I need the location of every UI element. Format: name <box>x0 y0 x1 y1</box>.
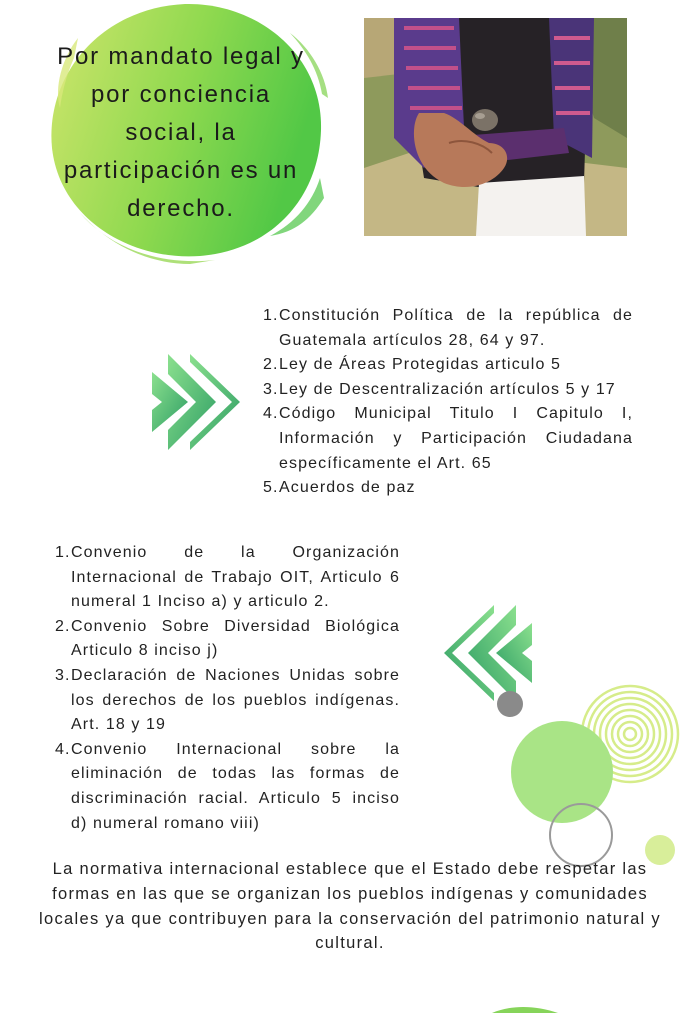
international-laws-list <box>55 541 400 836</box>
chevron-right-icon <box>150 352 242 452</box>
list-item: 5. Acuerdos de paz <box>263 479 416 497</box>
list-item: 4. Código Municipal Titulo I Capitulo I, Información y Participación Ciudadana específicamente el Art. 65 <box>263 405 633 472</box>
list-item: 2. Convenio Sobre Diversidad Biológica Articulo 8 inciso j) <box>55 617 400 660</box>
hero-statement: Por mandato legal y por conciencia social, la participación es un derecho. <box>57 43 305 222</box>
list-item: 3. Declaración de Naciones Unidas sobre los derechos de los pueblos indígenas. Art. 18 y 19 <box>55 666 400 734</box>
list-item: 1. Constitución Política de la república de Guatemala artículos 28, 64 y 97. <box>263 307 633 349</box>
list-item: 4. Convenio Internacional sobre la eliminación de todas las formas de discriminación racial. Articulo 5 inciso d) numeral romano viii) <box>55 740 400 832</box>
footer-statement: La normativa internacional establece que el Estado debe respetar las formas en las que se organizan los pueblos indígenas y comunidades locales ya que contribuyen para la conservación del patrimonio natural y cultural. <box>39 860 661 953</box>
chevron-left-icon <box>442 603 534 703</box>
list-item: 3. Ley de Descentralización artículos 5 y 17 <box>263 380 616 398</box>
national-laws-list <box>263 304 633 501</box>
bottom-brush-decoration <box>490 1005 560 1015</box>
gray-dot-decoration <box>496 690 524 718</box>
list-item: 1. Convenio de la Organización Internacional de Trabajo OIT, Articulo 6 numeral 1 Inciso a) y articulo 2. <box>55 544 400 611</box>
hand-holding-seed-photo <box>364 18 627 236</box>
list-item: 2. Ley de Áreas Protegidas articulo 5 <box>263 356 561 374</box>
